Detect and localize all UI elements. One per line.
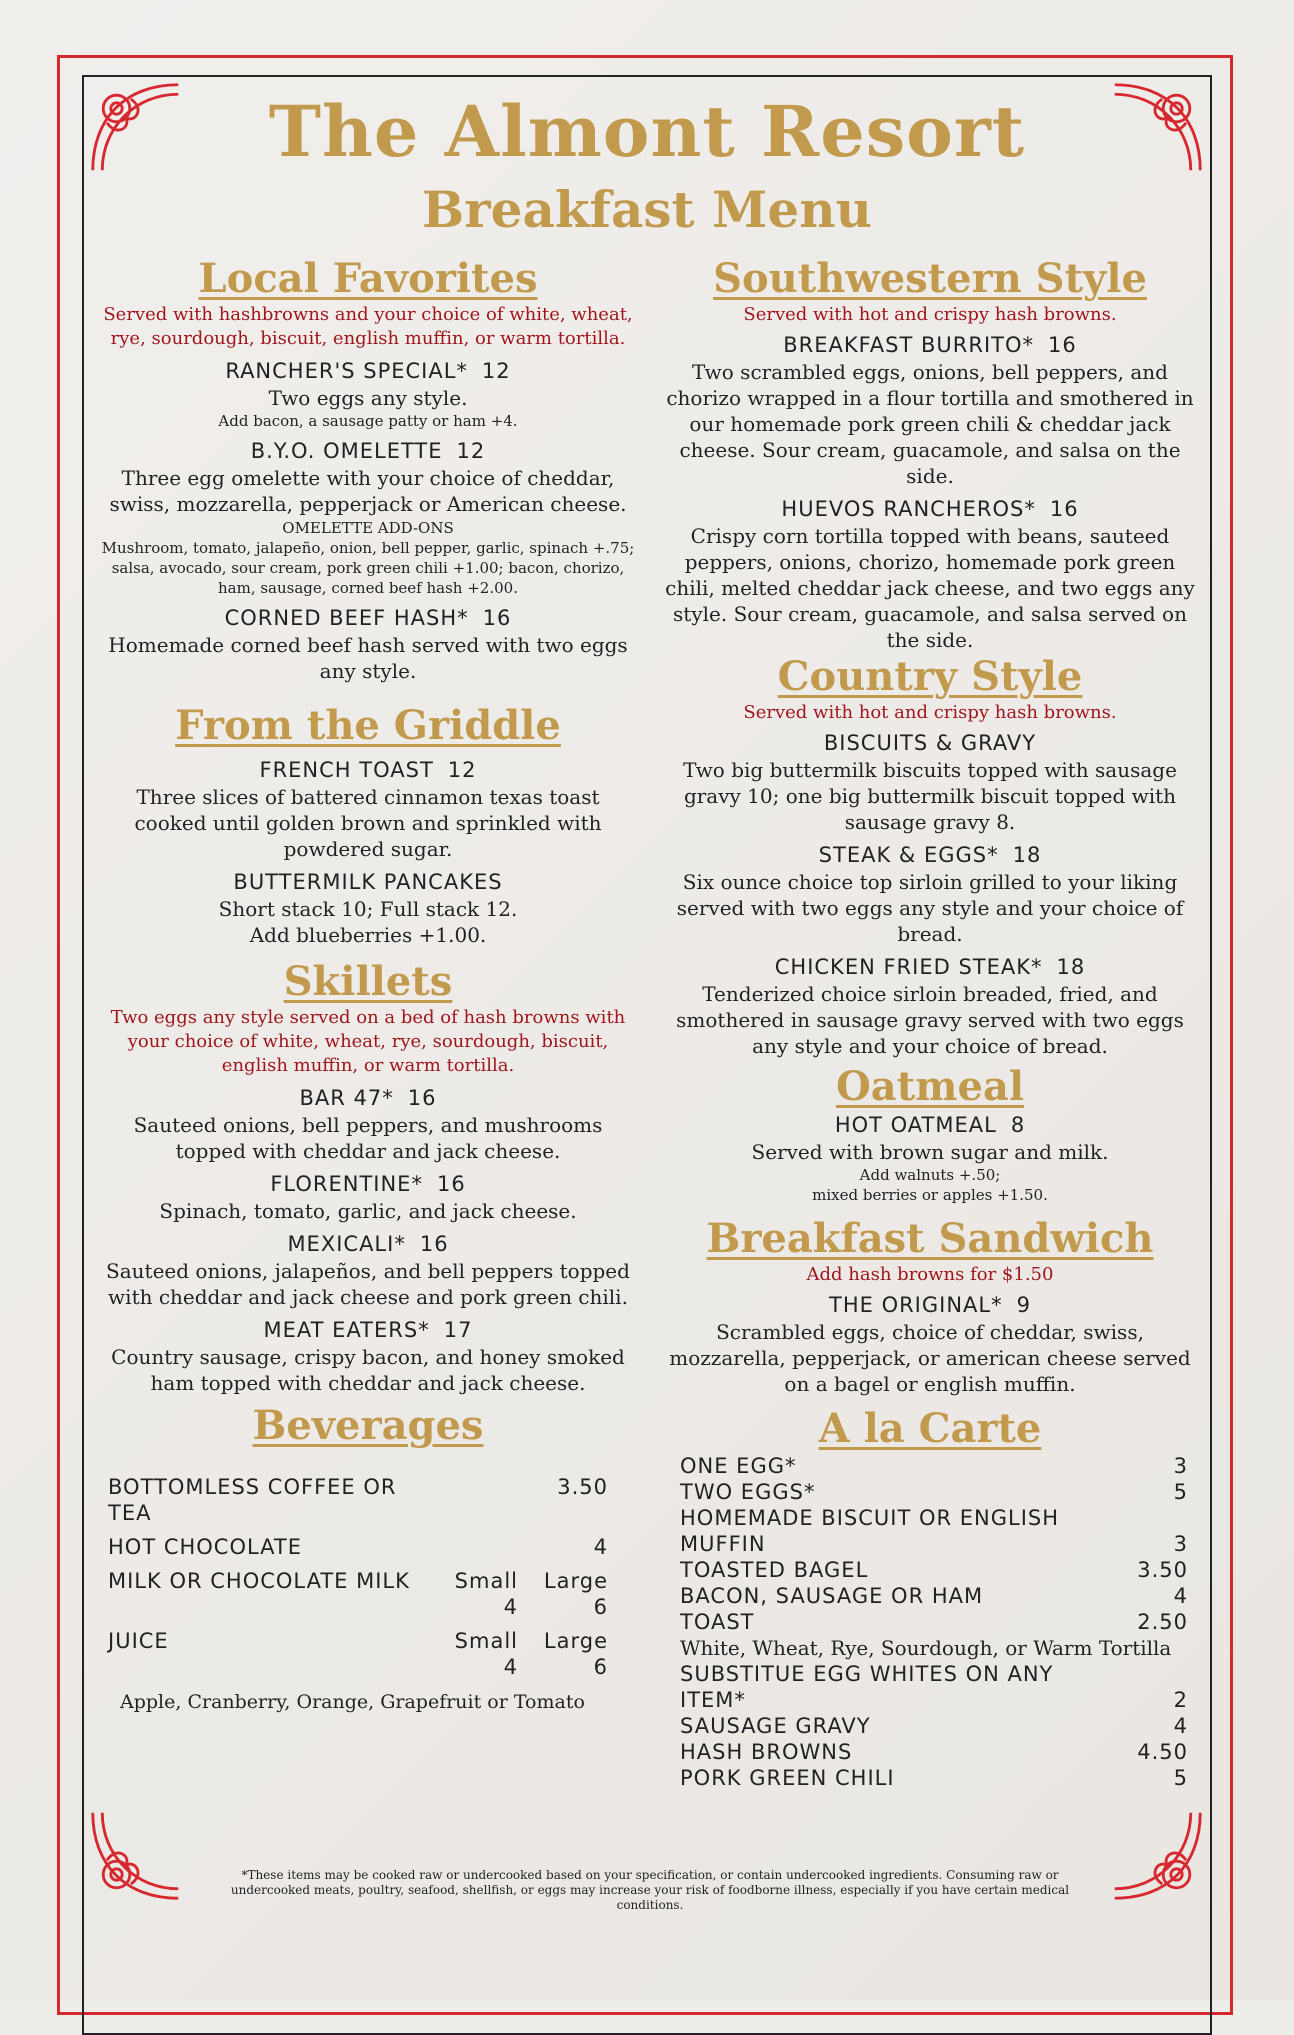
menu-item-name: RANCHER'S SPECIAL* 12 xyxy=(225,359,511,383)
menu-item-name: HOT OATMEAL 8 xyxy=(834,1113,1026,1137)
table-row: HOT CHOCOLATE 4 xyxy=(108,1535,608,1559)
menu-item-name: STEAK & EGGS* 18 xyxy=(818,843,1042,867)
menu-item-description: Three egg omelette with your choice of cheddar, swiss, mozzarella, pepperjack or American cheese. xyxy=(109,466,627,516)
menu-item-description: Homemade corned beef hash served with two eggs any style. xyxy=(108,633,628,683)
menu-item-description: Scrambled eggs, choice of cheddar, swiss, mozzarella, pepperjack, or american cheese served on a bagel or english muffin. xyxy=(669,1320,1191,1396)
right-column xyxy=(660,255,1200,1791)
list-item: TWO EGGS* 5 xyxy=(680,1480,1188,1504)
list-item: HOMEMADE BISCUIT OR ENGLISH MUFFIN 3 xyxy=(680,1506,1188,1556)
menu-item-description: Served with brown sugar and milk. xyxy=(751,1140,1109,1164)
menu-item-extra: Add blueberries +1.00. xyxy=(249,923,487,947)
menu-item-description: Two eggs any style. xyxy=(268,386,468,410)
food-safety-disclaimer: *These items may be cooked raw or undercooked based on your specification, or contain undercooked ingredients. Consuming raw or undercooked meats, poultry, seafood, shellfish, or eggs may increase your risk of foodborne illness, especially if you have certain medical conditions. xyxy=(230,1868,1070,1912)
menu-item-description: Short stack 10; Full stack 12. xyxy=(218,897,518,921)
menu-item-name: BREAKFAST BURRITO* 16 xyxy=(783,333,1077,357)
list-item: TOAST 2.50 xyxy=(680,1610,1188,1634)
resort-title: The Almont Resort xyxy=(268,90,1026,173)
menu-item-description: Tenderized choice sirloin breaded, fried, and smothered in sausage gravy served with two eggs any style and your choice of bread. xyxy=(676,982,1184,1058)
section-heading-skillets: Skillets xyxy=(283,958,453,1005)
section-heading-breakfast-sandwich: Breakfast Sandwich xyxy=(706,1215,1154,1262)
menu-item-description: Two scrambled eggs, onions, bell peppers, and chorizo wrapped in a flour tortilla and smothered in our homemade pork green chili & cheddar jack cheese. Sour cream, guacamole, and salsa on the side. xyxy=(666,360,1194,488)
section-heading-griddle: From the Griddle xyxy=(175,702,561,749)
a-la-carte-list xyxy=(660,1453,1200,1791)
menu-item-name: FRENCH TOAST 12 xyxy=(259,758,477,782)
local-favorites-note: Served with hashbrowns and your choice of white, wheat, rye, sourdough, biscuit, english muffin, or warm tortilla. xyxy=(103,304,633,349)
table-row: JUICE Small 4 Large 6 xyxy=(108,1629,608,1679)
menu-item-name: MEAT EATERS* 17 xyxy=(263,1318,473,1342)
skillets-note: Two eggs any style served on a bed of hash browns with your choice of white, wheat, rye, sourdough, biscuit, english muffin, or warm tortilla. xyxy=(110,1007,626,1076)
table-row: BOTTOMLESS COFFEE OR TEA 3.50 xyxy=(108,1475,608,1525)
menu-item-extra: Add bacon, a sausage patty or ham +4. xyxy=(218,412,518,430)
list-item: TOASTED BAGEL 3.50 xyxy=(680,1558,1188,1582)
menu-item-description: Spinach, tomato, garlic, and jack cheese. xyxy=(159,1199,577,1223)
section-heading-local-favorites: Local Favorites xyxy=(198,255,538,302)
country-note: Served with hot and crispy hash browns. xyxy=(743,702,1117,723)
section-heading-oatmeal: Oatmeal xyxy=(835,1063,1025,1110)
menu-item-name: BISCUITS & GRAVY xyxy=(823,731,1037,755)
list-item: SUBSTITUE EGG WHITES ON ANY ITEM* 2 xyxy=(680,1662,1188,1712)
menu-item-name: B.Y.O. OMELETTE 12 xyxy=(250,439,486,463)
menu-item-name: FLORENTINE* 16 xyxy=(270,1172,466,1196)
list-item: PORK GREEN CHILI 5 xyxy=(680,1766,1188,1790)
menu-item-name: CORNED BEEF HASH* 16 xyxy=(224,606,512,630)
list-item: BACON, SAUSAGE OR HAM 4 xyxy=(680,1584,1188,1608)
omelette-addons-title: OMELETTE ADD-ONS xyxy=(282,519,454,537)
menu-item-name: CHICKEN FRIED STEAK* 18 xyxy=(774,955,1086,979)
section-heading-southwestern: Southwestern Style xyxy=(713,255,1147,302)
menu-item-description: Sauteed onions, bell peppers, and mushrooms topped with cheddar and jack cheese. xyxy=(133,1113,603,1163)
menu-item-description: Crispy corn tortilla topped with beans, sauteed peppers, onions, chorizo, homemade pork green chili, melted cheddar jack cheese, and two eggs any style. Sour cream, guacamole, and salsa served on the side. xyxy=(665,524,1195,652)
toast-options-note: White, Wheat, Rye, Sourdough, or Warm Tortilla xyxy=(680,1636,1172,1660)
menu-item-name: MEXICALI* 16 xyxy=(287,1232,449,1256)
menu-item-description: Country sausage, crispy bacon, and honey smoked ham topped with cheddar and jack cheese. xyxy=(111,1345,625,1395)
omelette-addons-list: Mushroom, tomato, jalapeño, onion, bell pepper, garlic, spinach +.75; salsa, avocado, sour cream, pork green chili +1.00; bacon, chorizo, ham, sausage, corned beef hash +2.00. xyxy=(101,539,635,597)
list-item: SAUSAGE GRAVY 4 xyxy=(680,1714,1188,1738)
menu-subtitle: Breakfast Menu xyxy=(422,180,872,239)
beverages-table xyxy=(108,1460,608,1680)
table-row: MILK OR CHOCOLATE MILK Small 4 Large 6 xyxy=(108,1569,608,1619)
menu-item-extra: Add walnuts +.50; xyxy=(859,1166,1001,1184)
southwestern-note: Served with hot and crispy hash browns. xyxy=(743,304,1117,325)
menu-item-name: BUTTERMILK PANCAKES xyxy=(233,870,503,894)
list-item: HASH BROWNS 4.50 xyxy=(680,1740,1188,1764)
flourish-corner-ornament-icon xyxy=(88,1808,183,1903)
flourish-corner-ornament-icon xyxy=(1110,1808,1205,1903)
menu-item-name: BAR 47* 16 xyxy=(299,1086,437,1110)
menu-item-description: Two big buttermilk biscuits topped with sausage gravy 10; one big buttermilk biscuit topped with sausage gravy 8. xyxy=(683,758,1177,834)
menu-item-description: Sauteed onions, jalapeños, and bell peppers topped with cheddar and jack cheese and pork green chili. xyxy=(106,1259,630,1309)
list-item: ONE EGG* 3 xyxy=(680,1454,1188,1478)
section-heading-a-la-carte: A la Carte xyxy=(818,1405,1042,1452)
menu-item-extra: mixed berries or apples +1.50. xyxy=(812,1186,1048,1204)
section-heading-country: Country Style xyxy=(777,653,1083,700)
menu-item-name: HUEVOS RANCHEROS* 16 xyxy=(781,497,1079,521)
juice-flavors-note: Apple, Cranberry, Orange, Grapefruit or Tomato xyxy=(120,1691,585,1713)
menu-item-description: Six ounce choice top sirloin grilled to your liking served with two eggs any style and your choice of bread. xyxy=(676,870,1184,946)
menu-item-name: THE ORIGINAL* 9 xyxy=(829,1293,1031,1317)
section-heading-beverages: Beverages xyxy=(252,1402,484,1449)
sandwich-note: Add hash browns for $1.50 xyxy=(806,1264,1054,1285)
menu-item-description: Three slices of battered cinnamon texas toast cooked until golden brown and sprinkled with powdered sugar. xyxy=(134,785,602,861)
left-column xyxy=(98,255,638,1715)
